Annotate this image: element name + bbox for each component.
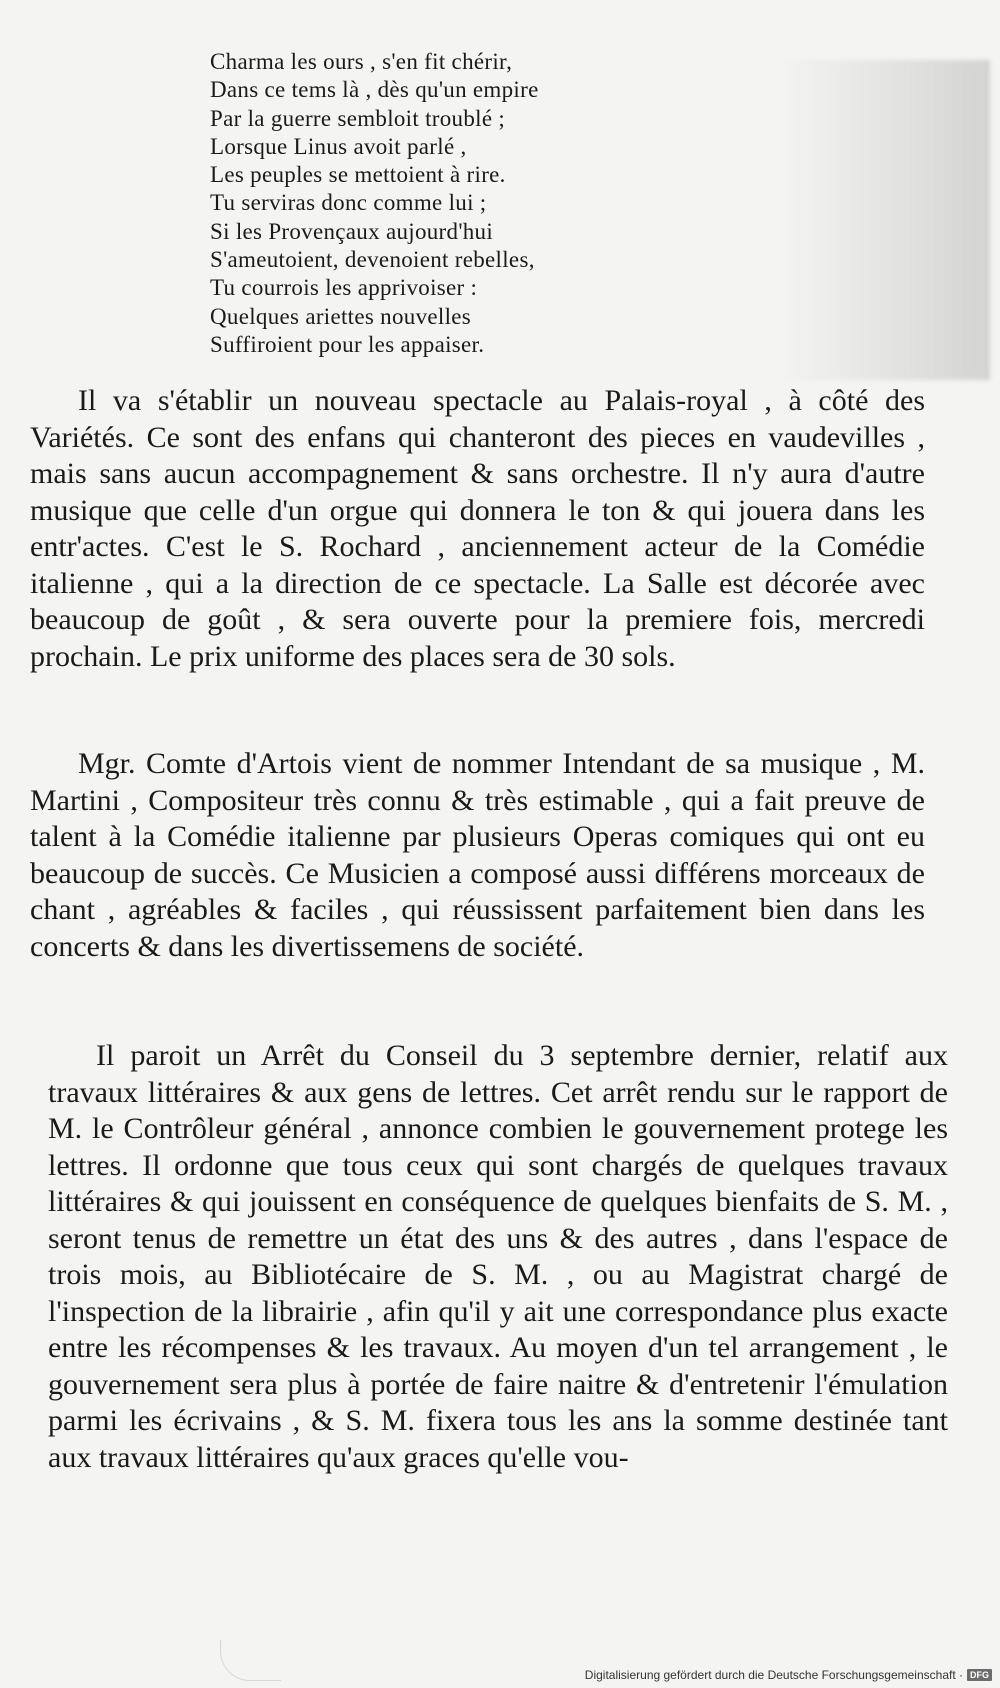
paragraph-arret-conseil (48, 1038, 948, 1476)
verse-line: Lorsque Linus avoit parlé , (210, 133, 467, 159)
digitization-footer (585, 1668, 992, 1682)
verse-line: Suffiroient pour les appaiser. (210, 331, 485, 357)
verse-block (210, 48, 539, 359)
dfg-logo: DFG (967, 1669, 992, 1681)
paragraph-text: Mgr. Comte d'Artois vient de nommer Intendant de sa musique , M. Martini , Compositeur très connu & très estimable , qui a fait preuve de talent à la Comédie italienne par plusieurs Operas comiques qui ont eu beaucoup de succès. Ce Musicien a composé aussi différens morceaux de chant , agréables & faciles , qui réussissent parfaitement bien dans les concerts & dans les divertissemens de société. (30, 747, 925, 963)
verse-line: Charma les ours , s'en fit chérir, (210, 49, 513, 74)
verse-line: Tu serviras donc comme lui ; (210, 190, 487, 216)
paragraph-palais-royal (30, 383, 925, 675)
verse-line: S'ameutoient, devenoient rebelles, (210, 247, 535, 273)
verse-line: Les peuples se mettoient à rire. (210, 162, 506, 188)
paragraph-text: Il va s'établir un nouveau spectacle au Palais-royal , à côté des Variétés. Ce sont des enfans qui chanteront des pieces en vaudevilles , mais sans aucun accompagnement & sans orchestre. Il n'y aura d'autre musique que celle d'un orgue qui donnera le ton & qui jouera dans les entr'actes. C'est le S. Rochard , anciennement acteur de la Comédie italienne , qui a la direction de ce spectacle. La Salle est décorée avec beaucoup de goût , & sera ouverte pour la premiere fois, mercredi prochain. Le prix uniforme des places sera de 30 sols. (30, 384, 925, 673)
footer-text: Digitalisierung gefördert durch die Deutsche Forschungsgemeinschaft · (584, 1668, 963, 1682)
bleed-through-shadow (780, 60, 990, 380)
verse-line: Par la guerre sembloit troublé ; (210, 105, 506, 131)
verse-line: Tu courrois les apprivoiser : (210, 275, 478, 301)
paragraph-text: Il paroit un Arrêt du Conseil du 3 septembre dernier, relatif aux travaux littéraires & aux gens de lettres. Cet arrêt rendu sur le rapport de M. le Contrôleur général , annonce combien le gouvernement protege les lettres. Il ordonne que tous ceux qui sont chargés de quelques travaux littéraires & qui jouissent en conséquence de quelques bienfaits de S. M. , seront tenus de remettre un état des uns & des autres , dans l'espace de trois mois, au Bibliotécaire de S. M. , ou au Magistrat chargé de l'inspection de la librairie , afin qu'il y ait une correspondance plus exacte entre les récompenses & les travaux. Au moyen d'un tel arrangement , le gouvernement sera plus à portée de faire naitre & d'entretenir l'émulation parmi les écrivains , & S. M. fixera tous les ans la somme destinée tant aux travaux littéraires qu'aux graces qu'elle vou- (48, 1039, 948, 1474)
paragraph-martini (30, 746, 925, 965)
verse-line: Quelques ariettes nouvelles (210, 303, 472, 329)
verse-line: Dans ce tems là , dès qu'un empire (210, 77, 539, 103)
verse-line: Si les Provençaux aujourd'hui (210, 218, 494, 244)
paper-scratch (220, 1640, 281, 1681)
